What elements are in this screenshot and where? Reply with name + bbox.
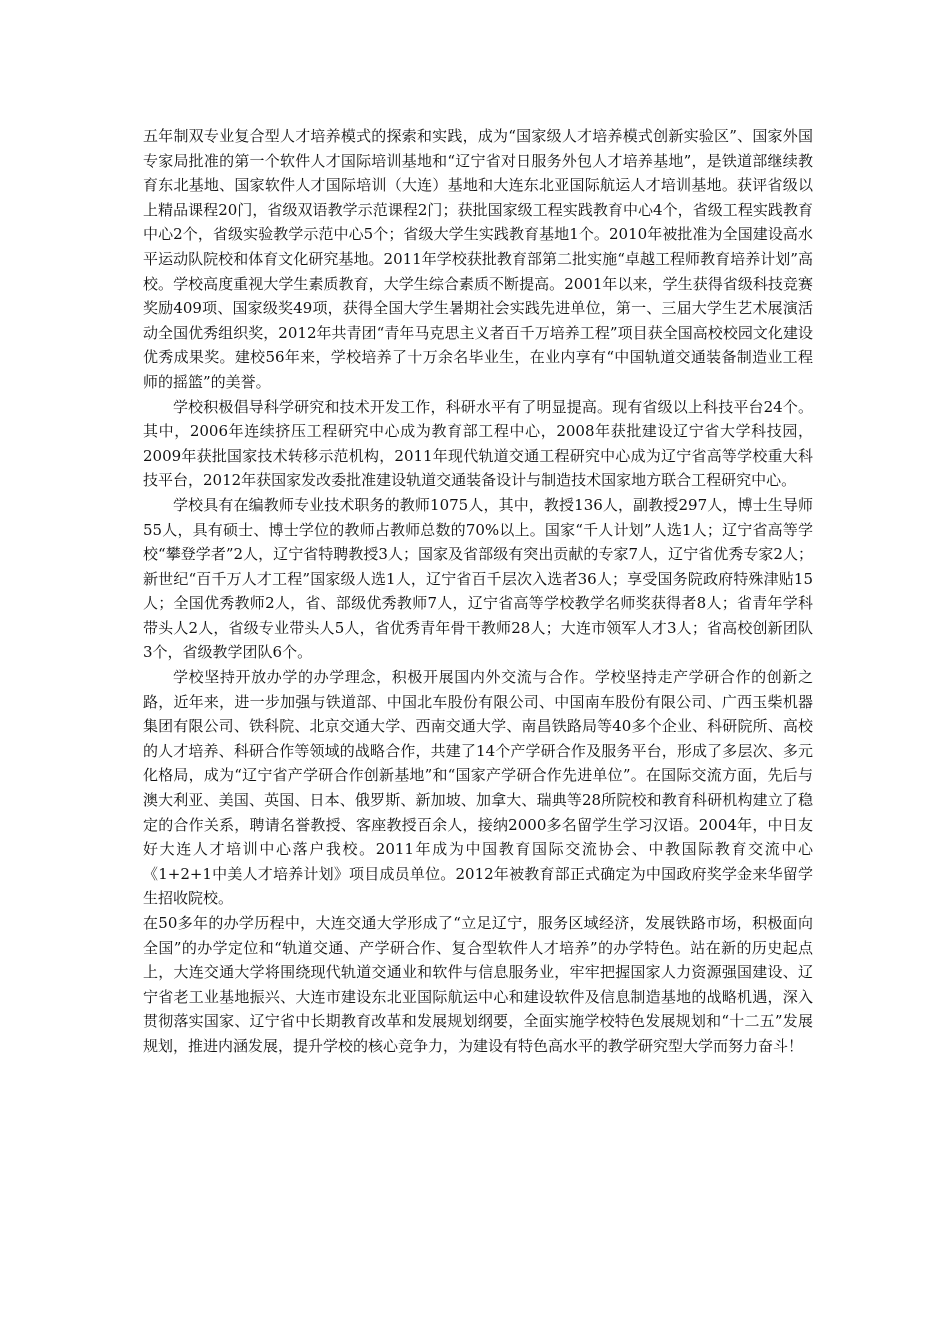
- paragraph-continuation-education: 五年制双专业复合型人才培养模式的探索和实践，成为“国家级人才培养模式创新实验区”、国家外国专家局批准的第一个软件人才国际培训基地和“辽宁省对日服务外包人才培养基地”，是铁道部继续教育东北基地、国家软件人才国际培训（大连）基地和大连东北亚国际航运人才培训基地。获评省级以上精品课程20门，省级双语教学示范课程2门；获批国家级工程实践教育中心4个，省级工程实践教育中心2个，省级实验教学示范中心5个；省级大学生实践教育基地1个。2010年被批准为全国建设高水平运动队院校和体育文化研究基地。2011年学校获批教育部第二批实施“卓越工程师教育培养计划”高校。学校高度重视大学生素质教育，大学生综合素质不断提高。2001年以来，学生获得省级科技竞赛奖励409项、国家级奖49项，获得全国大学生暑期社会实践先进单位，第一、三届大学生艺术展演活动全国优秀组织奖，2012年共青团“青年马克思主义者百千万培养工程”项目获全国高校校园文化建设优秀成果奖。建校56年来，学校培养了十万余名毕业生，在业内享有“中国轨道交通装备制造业工程师的摇篮”的美誉。: [143, 127, 813, 391]
- paragraph-faculty: 学校具有在编教师专业技术职务的教师1075人，其中，教授136人，副教授297人，博士生导师55人，具有硕士、博士学位的教师占教师总数的70%以上。国家“千人计划”人选1人；辽宁省高等学校“攀登学者”2人，辽宁省特聘教授3人；国家及省部级有突出贡献的专家7人，辽宁省优秀专家2人；新世纪“百千万人才工程”国家级人选1人，辽宁省百千层次入选者36人；享受国务院政府特殊津贴15人；全国优秀教师2人，省、部级优秀教师7人，辽宁省高等学校教学名师奖获得者8人；省青年学科带头人2人，省级专业带头人5人，省优秀青年骨干教师28人；大连市领军人才3人；省高校创新团队3个，省级教学团队6个。: [143, 495, 813, 662]
- document-body: [143, 124, 813, 1059]
- paragraph-research: 学校积极倡导科学研究和技术开发工作，科研水平有了明显提高。现有省级以上科技平台24个。其中，2006年连续挤压工程研究中心成为教育部工程中心，2008年获批建设辽宁省大学科技园，2009年获批国家技术转移示范机构，2011年现代轨道交通工程研究中心成为辽宁省高等学校重大科技平台，2012年获国家发改委批准建设轨道交通装备设计与制造技术国家地方联合工程研究中心。: [143, 397, 813, 490]
- paragraph-conclusion: 在50多年的办学历程中，大连交通大学形成了“立足辽宁，服务区域经济，发展铁路市场，积极面向全国”的办学定位和“轨道交通、产学研合作、复合型软件人才培养”的办学特色。站在新的历史起点上，大连交通大学将围绕现代轨道交通业和软件与信息服务业，牢牢把握国家人力资源强国建设、辽宁省老工业基地振兴、大连市建设东北亚国际航运中心和建设软件及信息制造基地的战略机遇，深入贯彻落实国家、辽宁省中长期教育改革和发展规划纲要，全面实施学校特色发展规划和“十二五”发展规划，推进内涵发展，提升学校的核心竞争力，为建设有特色高水平的教学研究型大学而努力奋斗！: [143, 914, 813, 1055]
- paragraph-cooperation: 学校坚持开放办学的办学理念，积极开展国内外交流与合作。学校坚持走产学研合作的创新之路，近年来，进一步加强与铁道部、中国北车股份有限公司、中国南车股份有限公司、广西玉柴机器集团有限公司、铁科院、北京交通大学、西南交通大学、南昌铁路局等40多个企业、科研院所、高校的人才培养、科研合作等领域的战略合作，共建了14个产学研合作及服务平台，形成了多层次、多元化格局，成为“辽宁省产学研合作创新基地”和“国家产学研合作先进单位”。在国际交流方面，先后与澳大利亚、美国、英国、日本、俄罗斯、新加坡、加拿大、瑞典等28所院校和教育科研机构建立了稳定的合作关系，聘请名誉教授、客座教授百余人，接纳2000多名留学生学习汉语。2004年，中日友好大连人才培训中心落户我校。2011年成为中国教育国际交流协会、中教国际教育交流中心《1+2+1中美人才培养计划》项目成员单位。2012年被教育部正式确定为中国政府奖学金来华留学生招收院校。: [143, 668, 813, 908]
